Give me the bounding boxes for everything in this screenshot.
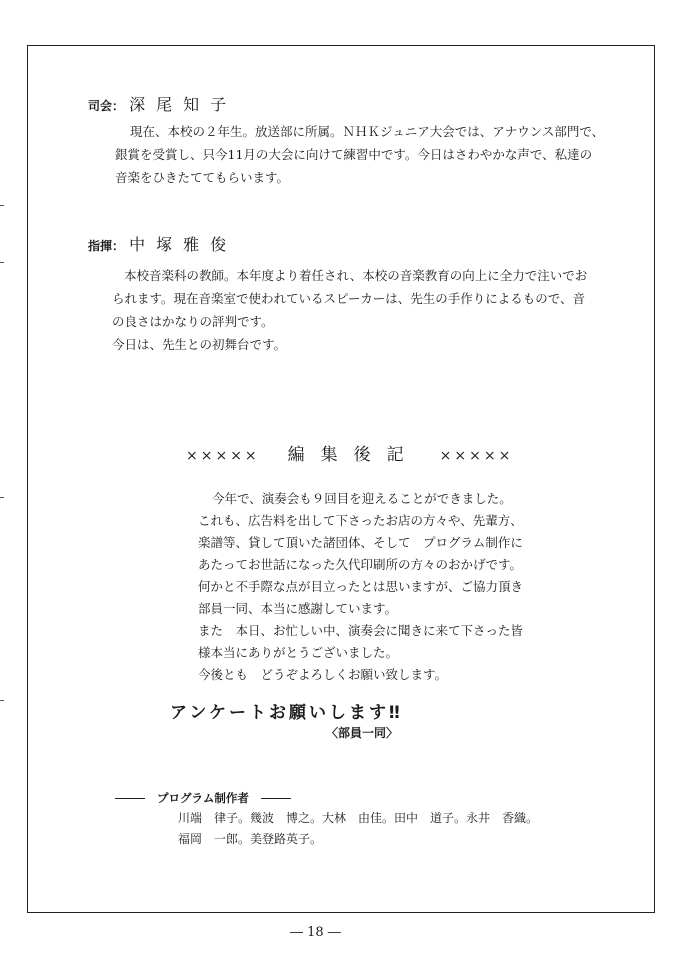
survey-subtitle: 〈部員一同〉	[326, 726, 399, 740]
credits-line: 福岡 一郎。美登路英子。	[178, 832, 323, 846]
postscript-body	[198, 488, 523, 686]
dash-line-right	[261, 798, 291, 799]
edge-mark	[0, 262, 4, 263]
conductor-label: 指揮：	[88, 239, 125, 253]
conductor-name: 中塚雅俊	[129, 235, 238, 254]
host-bio	[115, 120, 604, 189]
conductor-bio	[112, 264, 587, 356]
postscript-line: 何かと不手際な点が目立ったとは思いますが、ご協力頂き	[198, 579, 524, 594]
postscript-line: また 本日、お忙しい中、演奏会に聞きに来て下さった皆	[198, 623, 524, 638]
conductor-bio-line: の良さはかなりの評判です。	[112, 314, 274, 329]
conductor-bio-line: られます。現在音楽室で使われているスピーカーは、先生の手作りによるもので、音	[112, 291, 586, 306]
decorative-marks-left: ×××××	[186, 448, 260, 464]
postscript-line: あたってお世話になった久代印刷所の方々のおかげです。	[198, 557, 523, 572]
survey-title: アンケートお願いします‼	[170, 703, 403, 723]
postscript-line: 今後とも どうぞよろしくお願い致します。	[198, 667, 448, 682]
postscript-heading	[186, 440, 513, 465]
postscript-title: 編集後記	[287, 445, 420, 465]
host-heading	[88, 92, 237, 115]
conductor-heading	[88, 232, 237, 255]
postscript-line: 楽譜等、貸して頂いた諸団体、そして プログラム制作に	[198, 535, 523, 550]
credits-heading-row	[115, 790, 291, 806]
conductor-bio-line: 本校音楽科の教師。本年度より着任され、本校の音楽教育の向上に全力で注いでお	[124, 268, 588, 283]
postscript-line: 部員一同、本当に感謝しています。	[198, 601, 398, 616]
edge-mark	[0, 205, 4, 206]
decorative-marks-right: ×××××	[439, 448, 514, 464]
edge-mark	[0, 497, 4, 498]
credits-heading: プログラム制作者	[157, 791, 249, 805]
edge-mark	[0, 700, 4, 701]
postscript-line: 今年で、演奏会も９回目を迎えることができました。	[212, 491, 512, 506]
postscript-line: 様本当にありがとうございました。	[198, 645, 399, 660]
host-label: 司会：	[88, 99, 125, 113]
conductor-bio-line: 今日は、先生との初舞台です。	[112, 337, 287, 352]
dash-line-left	[115, 798, 145, 799]
host-bio-line: 銀賞を受賞し、只今11月の大会に向けて練習中です。今日はさわやかな声で、私達の	[115, 147, 593, 162]
host-name: 深尾知子	[129, 95, 238, 114]
host-bio-line: 音楽をひきたててもらいます。	[115, 170, 290, 185]
postscript-line: これも、広告料を出して下さったお店の方々や、先輩方、	[198, 513, 523, 528]
credits-line: 川端 律子。幾波 博之。大林 由佳。田中 道子。永井 香織。	[178, 811, 539, 825]
credits-list	[178, 808, 538, 850]
page-number: ― 18 ―	[290, 925, 341, 940]
host-bio-line: 現在、本校の２年生。放送部に所属。ＮＨＫジュニア大会では、アナウンス部門で、	[130, 124, 605, 139]
